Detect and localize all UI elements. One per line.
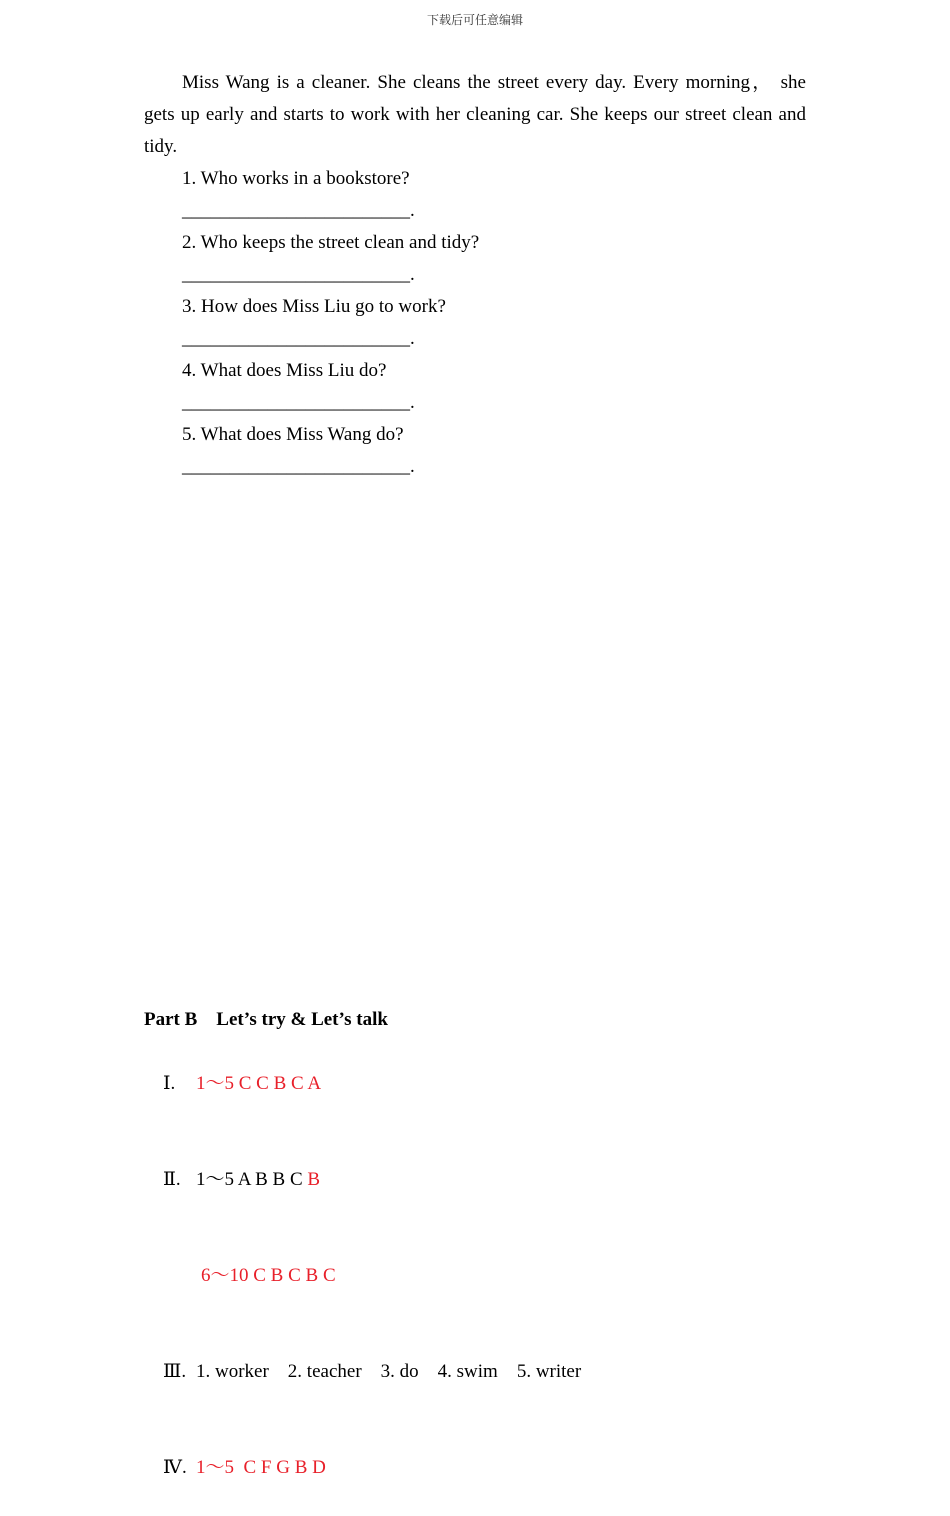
answer-row-3 xyxy=(144,1228,844,1324)
answer-row-1 xyxy=(144,1036,844,1132)
question-list xyxy=(182,163,782,483)
question-text: 3. How does Miss Liu go to work? xyxy=(182,296,446,317)
answer-row-5 xyxy=(144,1420,844,1516)
answer-key xyxy=(144,1004,844,1516)
question-item xyxy=(182,355,782,419)
reading-passage: Miss Wang is a cleaner. She cleans the street every day. Every morning， she gets up early and starts to work with her cleaning car. She keeps our street clean and tidy. xyxy=(144,72,806,157)
section-label: Ⅰ. xyxy=(163,1073,176,1094)
section-label: Ⅳ. xyxy=(163,1457,187,1478)
question-text: 2. Who keeps the street clean and tidy? xyxy=(182,232,480,253)
question-item xyxy=(182,419,782,483)
question-item xyxy=(182,227,782,291)
answer-blank[interactable]: ________________________. xyxy=(182,200,415,221)
answer-row-2 xyxy=(144,1132,844,1228)
question-text: 1. Who works in a bookstore? xyxy=(182,168,410,189)
answer-text: B xyxy=(307,1169,321,1190)
answer-text: 1～5 A B B C xyxy=(196,1169,308,1190)
section-label: Ⅲ. xyxy=(163,1361,187,1382)
answer-text: 1～5 C F G B D xyxy=(196,1457,326,1478)
answer-blank[interactable]: ________________________. xyxy=(182,264,415,285)
question-item xyxy=(182,163,782,227)
answer-text: 6～10 C B C B C xyxy=(201,1265,336,1286)
answer-key-title: Part B Let’s try & Let’s talk xyxy=(144,1009,388,1030)
answer-row-4 xyxy=(144,1324,844,1420)
question-text: 5. What does Miss Wang do? xyxy=(182,424,404,445)
answer-text: 1～5 C C B C A xyxy=(196,1073,322,1094)
section-label: Ⅱ. xyxy=(163,1169,181,1190)
answer-blank[interactable]: ________________________. xyxy=(182,392,415,413)
answer-blank[interactable]: ________________________. xyxy=(182,328,415,349)
question-item xyxy=(182,291,782,355)
question-text: 4. What does Miss Liu do? xyxy=(182,360,387,381)
answer-blank[interactable]: ________________________. xyxy=(182,456,415,477)
answer-text: 1. worker 2. teacher 3. do 4. swim 5. writer xyxy=(196,1361,582,1382)
page-header: 下载后可任意编辑 xyxy=(426,13,523,27)
